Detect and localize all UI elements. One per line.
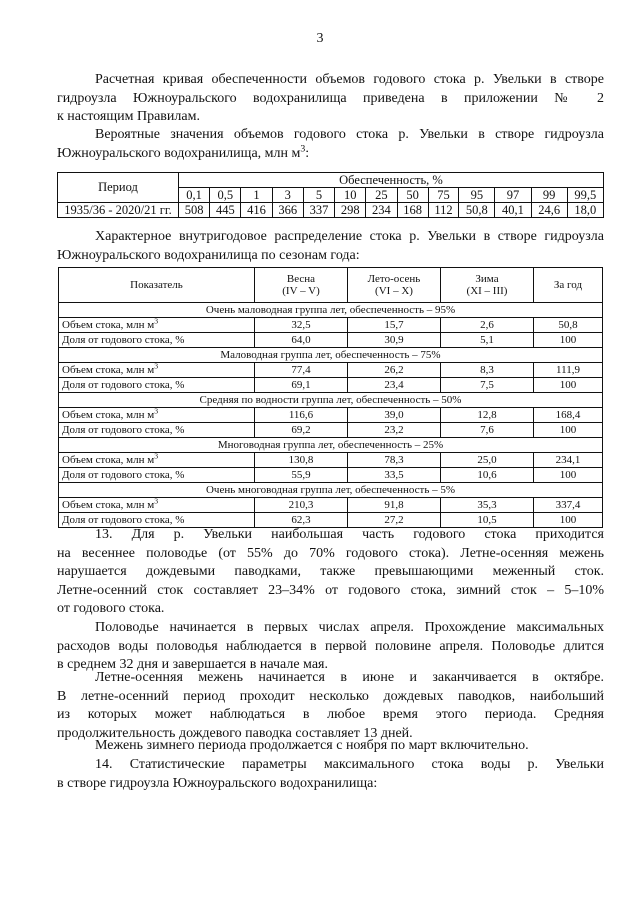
header-year: За год	[534, 268, 603, 303]
value-cell: 416	[241, 203, 272, 218]
value-cell: 62,3	[255, 513, 348, 528]
row-label	[59, 498, 255, 513]
text-line: продолжительность дождевого паводка составляет 13 дней.	[57, 725, 413, 741]
value-cell: 100	[534, 423, 603, 438]
group-row	[59, 438, 603, 453]
value-cell: 39,0	[348, 408, 441, 423]
prob-cell: 5	[303, 188, 334, 203]
paragraph-14	[57, 756, 604, 793]
value-cell: 337	[303, 203, 334, 218]
text-line: в среднем 32 дня и завершается в начале мая.	[57, 657, 328, 672]
group-title: Многоводная группа лет, обеспеченность – 25%	[59, 438, 603, 453]
text-line: Вероятные значения объемов годового стока р. Увельки в створе гидроузла	[95, 127, 604, 142]
prob-cell: 75	[428, 188, 459, 203]
value-cell: 64,0	[255, 333, 348, 348]
table-header-row	[59, 268, 603, 303]
paragraph-rating-curve	[57, 71, 604, 127]
row-label: Доля от годового стока, %	[59, 333, 255, 348]
paragraph-winter	[57, 737, 604, 756]
header-line: Весна	[286, 273, 316, 285]
paragraph-flood	[57, 619, 604, 675]
prob-cell: 95	[459, 188, 495, 203]
label-text: Объем стока, млн м	[62, 454, 155, 466]
group-row	[59, 393, 603, 408]
value-cell: 26,2	[348, 363, 441, 378]
value-cell: 445	[210, 203, 241, 218]
text-line: к настоящим Правилам.	[57, 109, 200, 124]
paragraph-summer-lowwater	[57, 669, 604, 743]
value-cell: 100	[534, 333, 603, 348]
annual-runoff-probability-table	[57, 172, 604, 218]
paragraph-probable-volumes	[57, 126, 604, 163]
text-line: Летне-осенний сток составляет 23–34% от годового стока, зимний сток – 5–10%	[57, 582, 604, 598]
row-label: Доля от годового стока, %	[59, 378, 255, 393]
text-line: Летне-осенняя межень начинается в июне и заканчивается в октябре.	[95, 670, 604, 685]
group-title: Маловодная группа лет, обеспеченность – 75%	[59, 348, 603, 363]
value-cell: 77,4	[255, 363, 348, 378]
text-line: Половодье начинается в первых числах апреля. Прохождение максимальных	[95, 620, 604, 635]
value-cell: 168,4	[534, 408, 603, 423]
text-line: на весеннее половодье (от 55% до 70% годового стока). Летне-осенняя межень	[57, 545, 604, 561]
value-cell: 168	[397, 203, 428, 218]
value-cell: 100	[534, 378, 603, 393]
paragraph-13	[57, 526, 604, 619]
header-line: (XI – III)	[466, 285, 508, 297]
text-line: из которых может наблюдаться в любое время этого периода. Средняя	[57, 707, 604, 722]
value-cell: 69,2	[255, 423, 348, 438]
value-cell: 508	[179, 203, 210, 218]
value-cell: 33,5	[348, 468, 441, 483]
superscript: 3	[154, 496, 159, 506]
group-row	[59, 303, 603, 318]
text-line: Характерное внутригодовое распределение стока р. Увельки в створе гидроузла	[95, 229, 604, 244]
row-label: Доля от годового стока, %	[59, 513, 255, 528]
text-line: 13. Для р. Увельки наибольшая часть годового стока приходится	[95, 527, 604, 542]
value-cell: 12,8	[441, 408, 534, 423]
value-cell: 27,2	[348, 513, 441, 528]
seasonal-runoff-table	[58, 267, 603, 528]
value-cell: 25,0	[441, 453, 534, 468]
prob-cell: 1	[241, 188, 272, 203]
header-winter	[441, 268, 534, 303]
paragraph-seasonal-distribution	[57, 228, 604, 265]
row-label	[59, 363, 255, 378]
value-cell: 100	[534, 468, 603, 483]
value-cell: 7,5	[441, 378, 534, 393]
superscript: 3	[154, 316, 159, 326]
row-label	[59, 453, 255, 468]
value-cell: 50,8	[459, 203, 495, 218]
value-cell: 366	[272, 203, 303, 218]
value-cell: 32,5	[255, 318, 348, 333]
value-cell: 337,4	[534, 498, 603, 513]
value-cell: 130,8	[255, 453, 348, 468]
value-cell: 69,1	[255, 378, 348, 393]
prob-cell: 0,5	[210, 188, 241, 203]
prob-cell: 97	[495, 188, 531, 203]
value-cell: 298	[335, 203, 366, 218]
prob-cell: 3	[272, 188, 303, 203]
value-cell: 2,6	[441, 318, 534, 333]
prob-cell: 99	[531, 188, 567, 203]
value-cell: 8,3	[441, 363, 534, 378]
value-cell: 30,9	[348, 333, 441, 348]
header-line: (VI – X)	[375, 285, 413, 297]
value-cell: 234	[366, 203, 397, 218]
value-cell: 55,9	[255, 468, 348, 483]
text-line: 14. Статистические параметры максимального стока воды р. Увельки	[95, 757, 604, 772]
text-line: нарушается дождевыми паводками, также превышающими меженный сток.	[57, 564, 604, 579]
table-row	[59, 498, 603, 513]
superscript: 3	[300, 142, 306, 154]
table-row	[59, 408, 603, 423]
superscript: 3	[154, 451, 159, 461]
group-row	[59, 483, 603, 498]
prob-cell: 25	[366, 188, 397, 203]
value-cell: 210,3	[255, 498, 348, 513]
text-line: Расчетная кривая обеспеченности объемов годового стока р. Увельки в створе	[95, 72, 604, 87]
text-line: Межень зимнего периода продолжается с ноября по март включительно.	[95, 738, 529, 753]
value-cell: 40,1	[495, 203, 531, 218]
label-text: Объем стока, млн м	[62, 409, 155, 421]
row-label: Доля от годового стока, %	[59, 468, 255, 483]
value-cell: 100	[534, 513, 603, 528]
text-span: Южноуральского водохранилища, млн м	[57, 145, 301, 161]
row-label	[59, 318, 255, 333]
header-period: Период	[58, 173, 179, 203]
page-number: 3	[316, 31, 324, 46]
value-cell: 10,5	[441, 513, 534, 528]
header-line: (IV – V)	[282, 285, 320, 297]
table-row	[59, 378, 603, 393]
text-span: :	[305, 145, 310, 161]
value-cell: 23,4	[348, 378, 441, 393]
table-row	[59, 468, 603, 483]
group-title: Очень маловодная группа лет, обеспеченность – 95%	[59, 303, 603, 318]
text-line: Южноуральского водохранилища по сезонам года:	[57, 247, 360, 263]
header-probability: Обеспеченность, %	[179, 173, 604, 188]
text-line	[57, 142, 604, 164]
row-label: Доля от годового стока, %	[59, 423, 255, 438]
table-row	[59, 318, 603, 333]
value-cell: 18,0	[567, 203, 603, 218]
table-row	[59, 453, 603, 468]
row-label	[59, 408, 255, 423]
value-cell: 23,2	[348, 423, 441, 438]
prob-cell: 99,5	[567, 188, 603, 203]
header-line: Зима	[475, 273, 499, 285]
header-spring	[255, 268, 348, 303]
value-cell: 35,3	[441, 498, 534, 513]
value-cell: 50,8	[534, 318, 603, 333]
value-cell: 24,6	[531, 203, 567, 218]
value-cell: 10,6	[441, 468, 534, 483]
group-title: Средняя по водности группа лет, обеспеченность – 50%	[59, 393, 603, 408]
row-label: 1935/36 - 2020/21 гг.	[58, 203, 179, 218]
group-title: Очень многоводная группа лет, обеспеченность – 5%	[59, 483, 603, 498]
prob-cell: 50	[397, 188, 428, 203]
superscript: 3	[154, 406, 159, 416]
header-line: Лето-осень	[367, 273, 421, 285]
table-row	[58, 203, 604, 218]
label-text: Объем стока, млн м	[62, 319, 155, 331]
table-row	[59, 423, 603, 438]
value-cell: 116,6	[255, 408, 348, 423]
value-cell: 7,6	[441, 423, 534, 438]
text-line: гидроузла Южноуральского водохранилища приведена в приложении № 2	[57, 90, 604, 106]
text-line: расходов воды половодья наблюдается в первой половине апреля. Половодье длится	[57, 638, 604, 654]
header-indicator: Показатель	[59, 268, 255, 303]
value-cell: 5,1	[441, 333, 534, 348]
superscript: 3	[154, 361, 159, 371]
value-cell: 15,7	[348, 318, 441, 333]
label-text: Объем стока, млн м	[62, 499, 155, 511]
value-cell: 111,9	[534, 363, 603, 378]
group-row	[59, 348, 603, 363]
label-text: Объем стока, млн м	[62, 364, 155, 376]
text-line: В летне-осенний период проходит несколько дождевых паводков, наибольший	[57, 688, 604, 704]
header-summer-autumn	[348, 268, 441, 303]
text-line: в створе гидроузла Южноуральского водохранилища:	[57, 775, 378, 791]
value-cell: 112	[428, 203, 459, 218]
table-row	[59, 363, 603, 378]
prob-cell: 10	[335, 188, 366, 203]
value-cell: 234,1	[534, 453, 603, 468]
text-line: от годового стока.	[57, 601, 165, 616]
table-row	[59, 333, 603, 348]
prob-cell: 0,1	[179, 188, 210, 203]
value-cell: 91,8	[348, 498, 441, 513]
value-cell: 78,3	[348, 453, 441, 468]
